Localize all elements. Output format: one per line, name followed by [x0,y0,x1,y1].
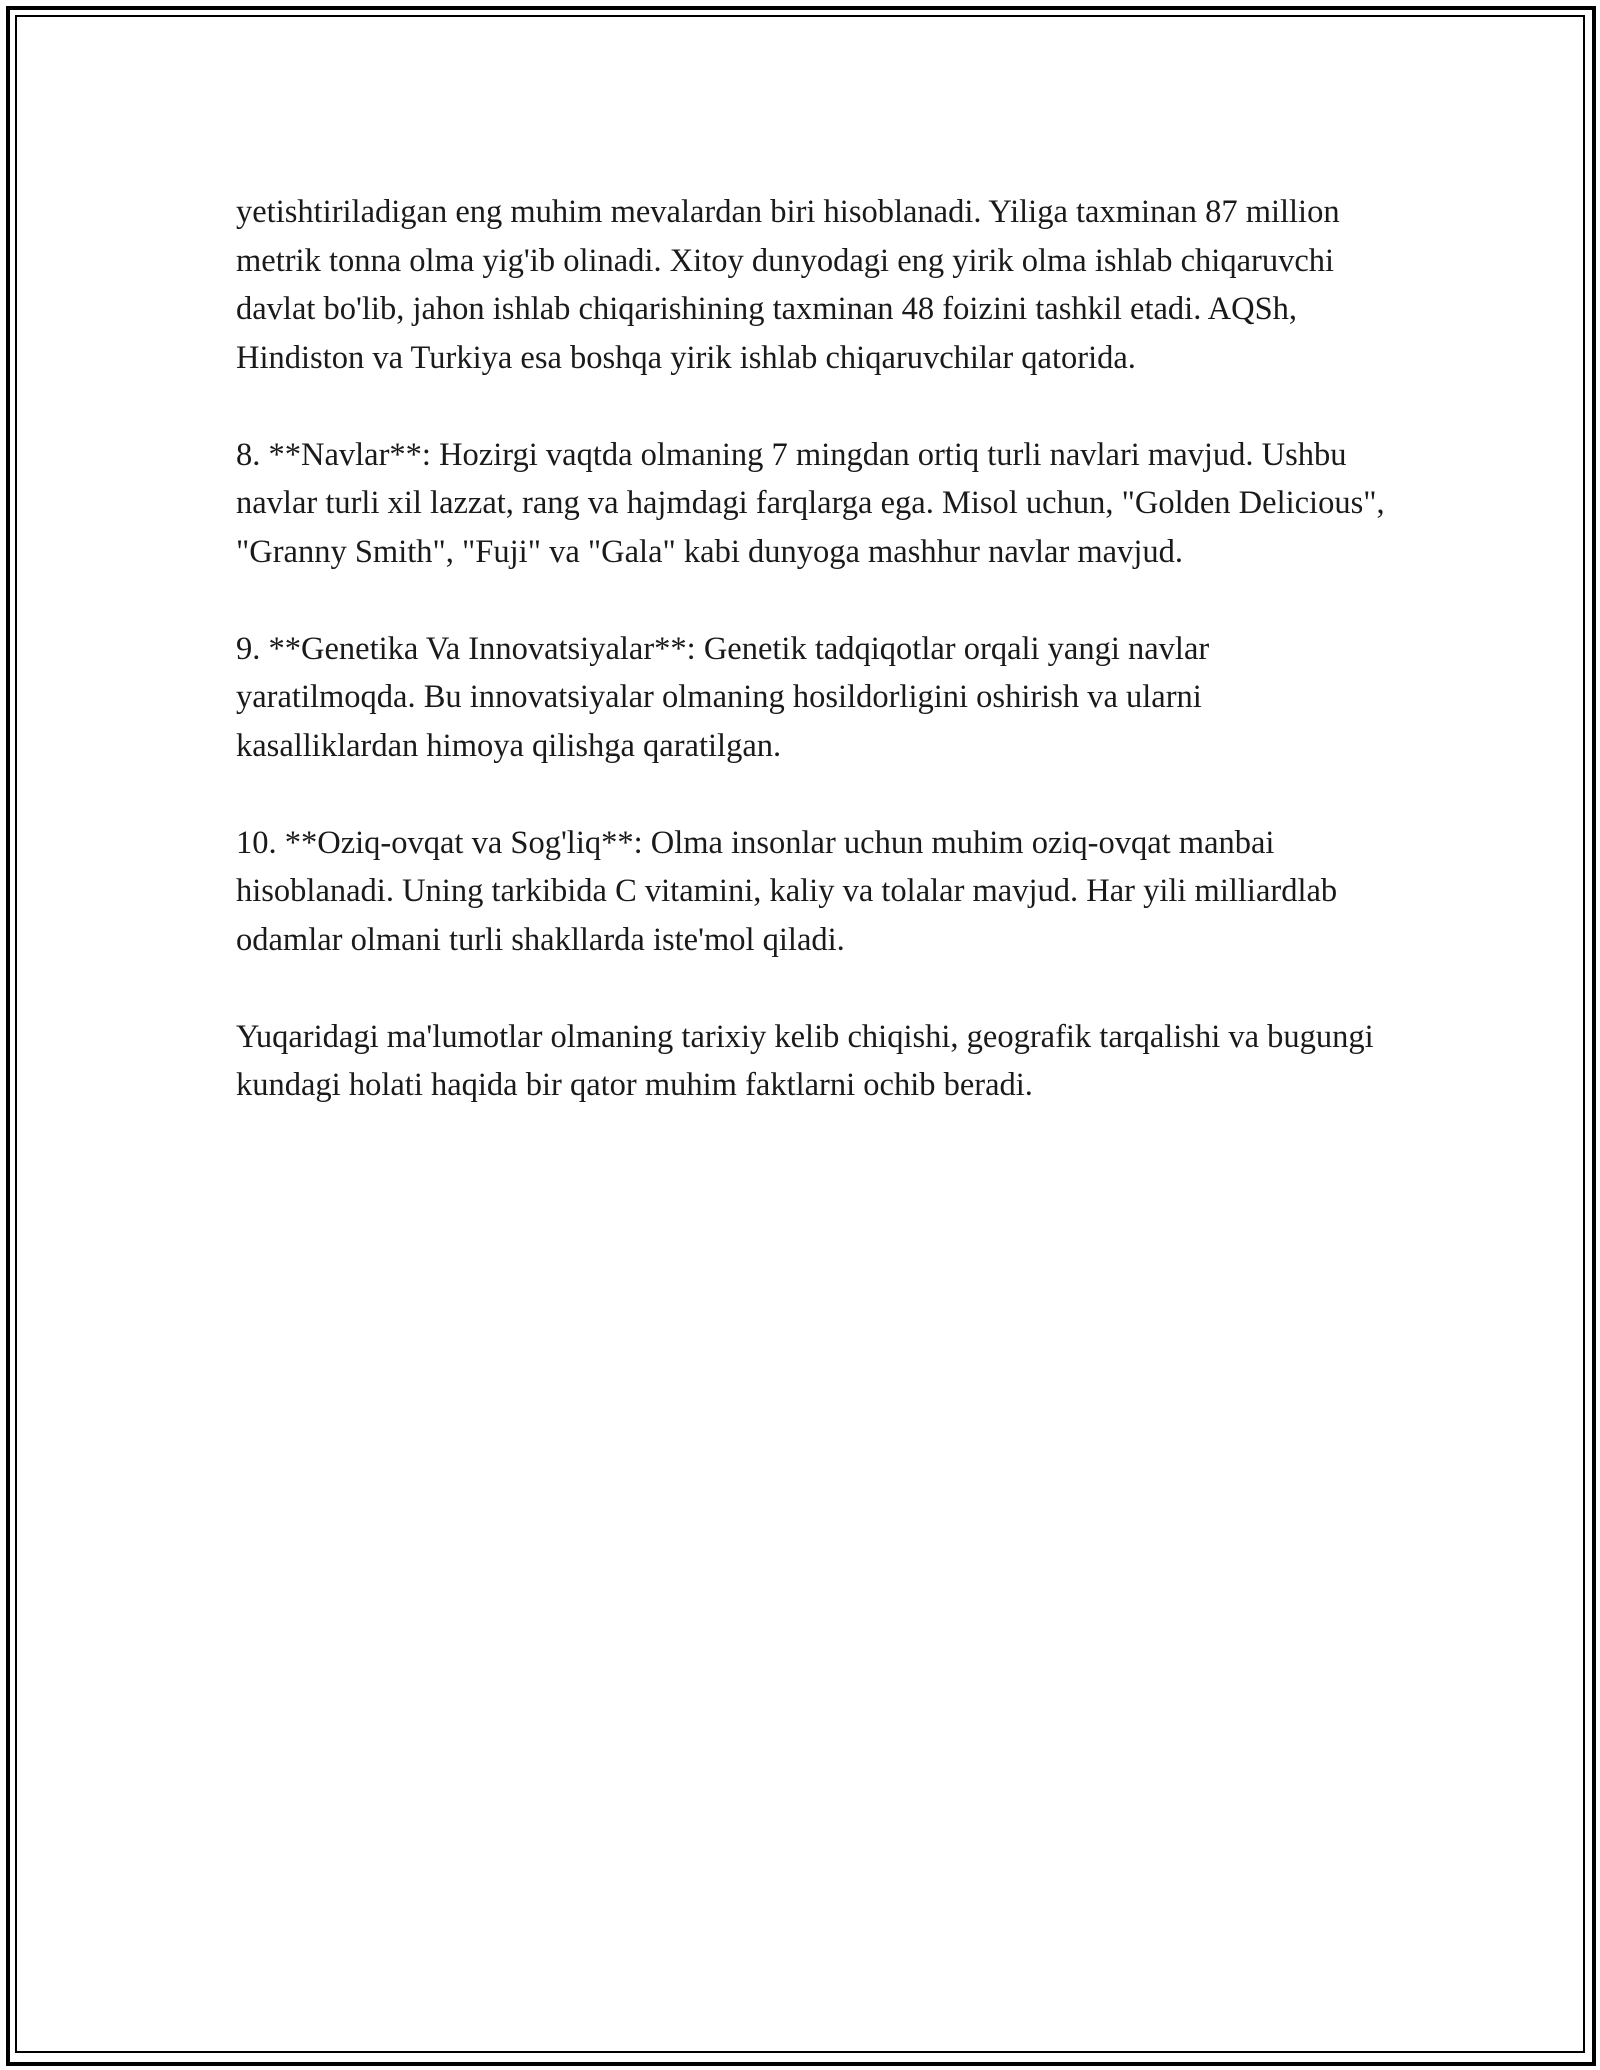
paragraph-nutrition: 10. **Oziq-ovqat va Sog'liq**: Olma insonlar uchun muhim oziq-ovqat manbai hisoblanadi. Uning tarkibida C vitamini, kaliy va tolalar mavjud. Har yili milliardlab odamlar olmani turli shakllarda iste'mol qiladi. [236,824,1338,958]
document-body [236,188,1386,1158]
paragraph-production: yetishtiriladigan eng muhim mevalardan biri hisoblanadi. Yiliga taxminan 87 million metrik tonna olma yig'ib olinadi. Xitoy dunyodagi eng yirik olma ishlab chiqaruvchi davlat bo'lib, jahon ishlab chiqarishining taxminan 48 foizini tashkil etadi. AQSh, Hindiston va Turkiya esa boshqa yirik ishlab chiqaruvchilar qatorida. [236,194,1340,376]
paragraph-varieties: 8. **Navlar**: Hozirgi vaqtda olmaning 7 mingdan ortiq turli navlari mavjud. Ushbu navlar turli xil lazzat, rang va hajmdagi farqlarga ega. Misol uchun, "Golden Delicious", "Granny Smith", "Fuji" va "Gala" kabi dunyoga mashhur navlar mavjud. [236,436,1385,570]
paragraph-conclusion: Yuqaridagi ma'lumotlar olmaning tarixiy kelib chiqishi, geografik tarqalishi va bugungi kundagi holati haqida bir qator muhim faktlarni ochib beradi. [236,1018,1374,1103]
paragraph-genetics: 9. **Genetika Va Innovatsiyalar**: Genetik tadqiqotlar orqali yangi navlar yaratilmoqda. Bu innovatsiyalar olmaning hosildorligini oshirish va ularni kasalliklardan himoya qilishga qaratilgan. [236,630,1210,764]
